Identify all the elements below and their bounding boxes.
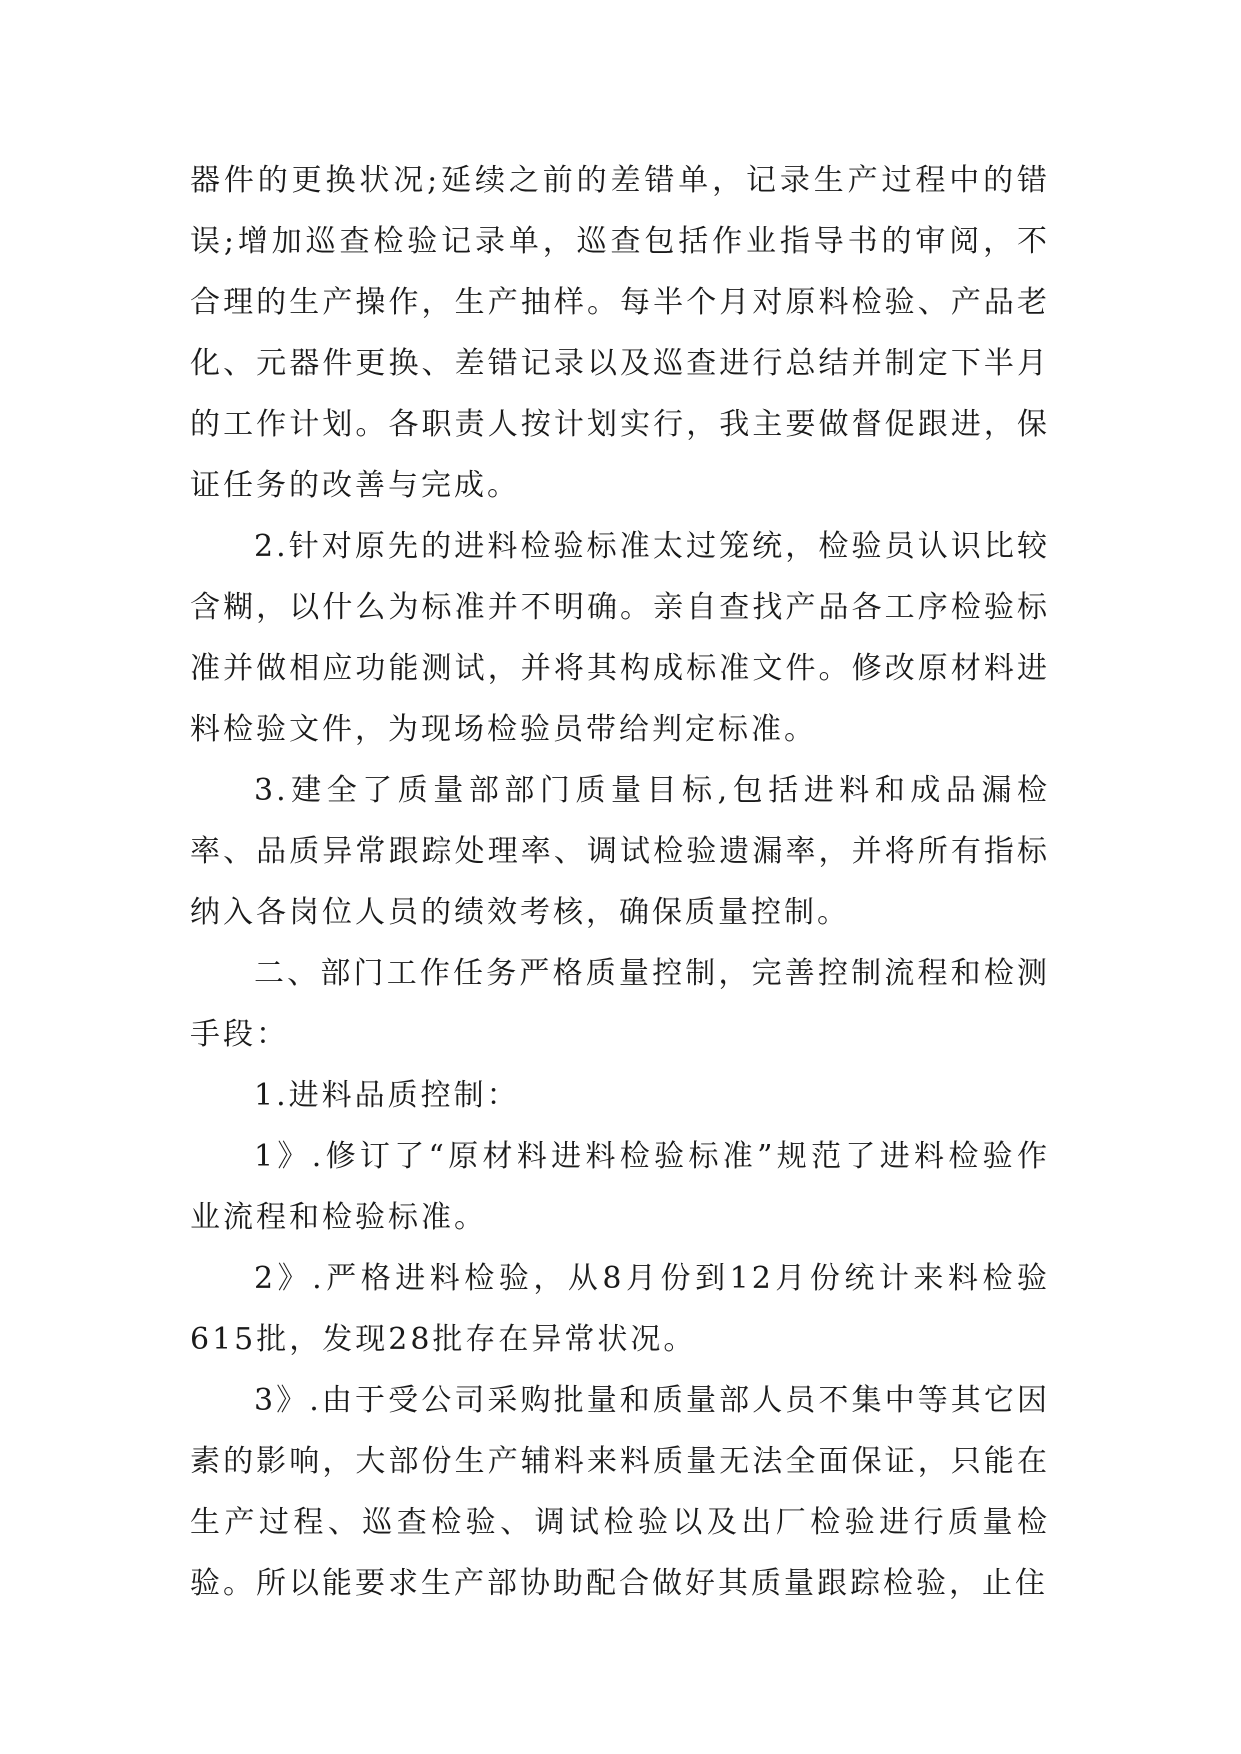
document-body (190, 150, 1050, 1614)
paragraph-6: 3》.由于受公司采购批量和质量部人员不集中等其它因素的影响，大部份生产辅料来料质量无法全面保证，只能在生产过程、巡查检验、调试检验以及出厂检验进行质量检验。所以能要求生产部协助配合做好其质量跟踪检验，止住 (190, 1383, 1050, 1601)
subsection-heading: 1.进料品质控制： (254, 1078, 520, 1113)
paragraph-2: 2.针对原先的进料检验标准太过笼统，检验员认识比较含糊，以什么为标准并不明确。亲自查找产品各工序检验标准并做相应功能测试，并将其构成标准文件。修改原材料进料检验文件，为现场检验员带给判定标准。 (190, 529, 1050, 747)
paragraph-3: 3.建全了质量部部门质量目标,包括进料和成品漏检率、品质异常跟踪处理率、调试检验遗漏率，并将所有指标纳入各岗位人员的绩效考核，确保质量控制。 (190, 773, 1050, 930)
paragraph-5: 2》.严格进料检验，从8月份到12月份统计来料检验615批，发现28批存在异常状况。 (190, 1261, 1050, 1357)
paragraph-4: 1》.修订了“原材料进料检验标准”规范了进料检验作业流程和检验标准。 (190, 1139, 1050, 1235)
paragraph-1: 器件的更换状况;延续之前的差错单，记录生产过程中的错误;增加巡查检验记录单，巡查包括作业指导书的审阅，不合理的生产操作，生产抽样。每半个月对原料检验、产品老化、元器件更换、差错记录以及巡查进行总结并制定下半月的工作计划。各职责人按计划实行，我主要做督促跟进，保证任务的改善与完成。 (190, 163, 1050, 503)
section-heading: 二、部门工作任务严格质量控制，完善控制流程和检测手段： (190, 956, 1050, 1052)
